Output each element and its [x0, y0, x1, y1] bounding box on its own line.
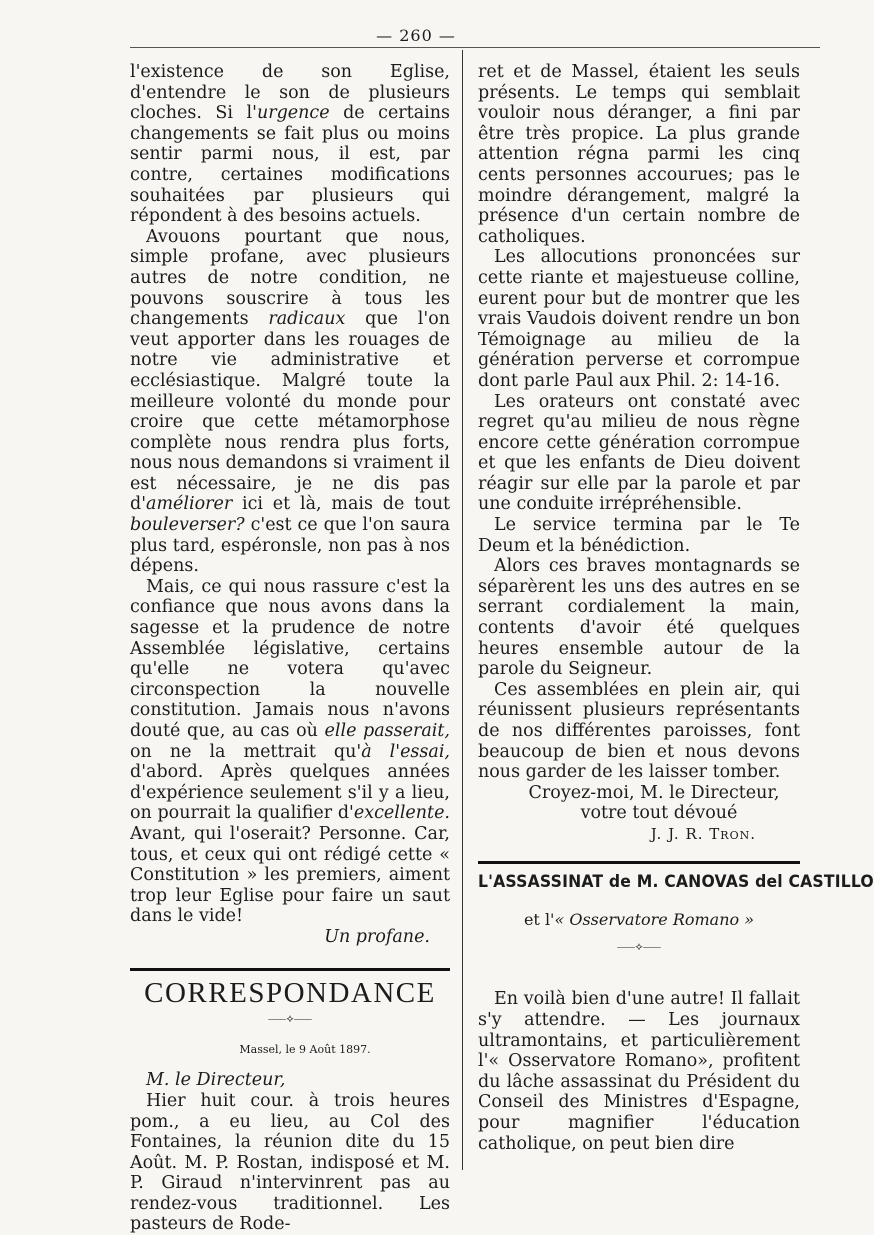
- paragraph: l'existence de son Eglise, d'entendre le son de plusieurs cloches. Si l'urgence de certains changements se fait plus ou moins sentir parmi nous, il est, par contre, certaines modifications souhaitées par plusieurs qui répondent à des besoins actuels.: [130, 62, 450, 227]
- salutation: M. le Directeur,: [146, 1070, 286, 1091]
- left-column: [130, 62, 450, 1235]
- letter-paragraph: Les allocutions prononcées sur cette riante et majestueuse colline, eurent pour but de montrer que les vrais Vaudois doivent rendre un bon Témoignage au milieu de la génération perverse et corrompue dont parle Paul aux Phil. 2: 14-16.: [478, 247, 800, 391]
- letter-paragraph: Ces assemblées en plein air, qui réunissent plusieurs représentants de nos différentes paroisses, font beaucoup de bien et nous devons nous garder de les laisser tomber.: [478, 679, 800, 783]
- letter-paragraph: ret et de Massel, étaient les seuls présents. Le temps qui semblait vouloir nous déranger, a fini par être très propice. La plus grande attention régna parmi les cinq cents personnes accourues; pas le moindre dérangement, malgré la présence d'un certain nombre de catholiques.: [478, 62, 800, 247]
- header-rule: [130, 47, 820, 48]
- signature: Un profane.: [324, 926, 430, 947]
- signer: J. J. R. Tron.: [650, 824, 756, 843]
- page-number: — 260 —: [376, 26, 456, 45]
- section-title: CORRESPONDANCE: [144, 976, 436, 1009]
- letter-paragraph: Le service termina par le Te Deum et la bénédiction.: [478, 515, 800, 556]
- italic-phrase: améliorer: [146, 494, 233, 515]
- article-title: L'ASSASSINAT de M. CANOVAS del CASTILLO: [478, 871, 874, 892]
- italic-phrase: excellente.: [353, 803, 450, 824]
- ornament: ⸺⟡⸺: [267, 1012, 313, 1026]
- article-subtitle: [478, 910, 800, 931]
- section-rule: [130, 968, 450, 971]
- italic-phrase: bouleverser?: [130, 515, 245, 536]
- letter-start: Hier huit cour. à trois heures pom., a eu lieu, au Col des Fontaines, la réunion dite du 15 Août. M. P. Rostan, indisposé et M. P. Giraud n'intervinrent pas au rendez-vous traditionnel. Les pasteurs de Rode-: [130, 1090, 450, 1235]
- dateline: Massel, le 9 Août 1897.: [239, 1042, 371, 1056]
- paragraph: Mais, ce qui nous rassure c'est la confiance que nous avons dans la sagesse et la prudence de notre Assemblée législative, certains qu'elle ne votera qu'avec circonspection la nouvelle constitution. Jamais nous n'avons douté que, au cas où elle passerait, on ne la mettrait qu'à l'essai, d'abord. Après quelques années d'expérience seulement s'il y a lieu, on pourrait la qualifier d'excellente. Avant, qui l'oserait? Personne. Car, tous, et ceux qui ont rédigé cette « Constitution » les premiers, aiment trop leur Eglise pour faire un saut dans le vide!: [130, 576, 450, 927]
- italic-phrase: elle passerait,: [324, 721, 450, 741]
- spacer: [478, 967, 800, 989]
- article-subtitle-italic: « Osservatore Romano »: [554, 910, 755, 930]
- article-subtitle-prefix: et l': [523, 910, 555, 930]
- section-rule: [478, 861, 800, 864]
- article-body: En voilà bien d'une autre! Il fallait s'y attendre. — Les journaux ultramontains, et particulièrement l'« Osservatore Romano», profitent du lâche assassinat du Président du Conseil des Ministres d'Espagne, pour magnifier l'éducation catholique, on peut bien dire: [478, 989, 800, 1154]
- right-column: [478, 62, 874, 1154]
- letter-paragraph: Les orateurs ont constaté avec regret qu'au milieu de nous règne encore cette génération corrompue et que les enfants de Dieu doivent réagir sur elle par la parole et par une conduite irrépréhensible.: [478, 391, 800, 515]
- italic-phrase: à l'essai,: [361, 741, 450, 762]
- closing-line: Croyez-moi, M. le Directeur,: [528, 782, 780, 803]
- paragraph: Avouons pourtant que nous, simple profane, avec plusieurs autres de notre condition, ne pouvons souscrire à tous les changements radicaux que l'on veut apporter dans les rouages de notre vie administrative et ecclésiastique. Malgré toute la meilleure volonté du monde pour croire que cette métamorphose complète nous rendra plus forts, nous nous demandons si vraiment il est nécessaire, je ne dis pas d'améliorer ici et là, mais de tout bouleverser? c'est ce que l'on saura plus tard, espéronsle, non pas à nos dépens.: [130, 226, 450, 577]
- letter-paragraph: Alors ces braves montagnards se séparèrent les uns des autres en se serrant cordialement la main, contents d'avoir été quelques heures ensemble autour de la parole du Seigneur.: [478, 556, 800, 680]
- italic-phrase: radicaux: [268, 309, 346, 330]
- italic-phrase: urgence: [256, 103, 330, 124]
- closing-line: votre tout dévoué: [580, 803, 738, 824]
- column-divider: [462, 50, 463, 1170]
- ornament: ⸺⟡⸺: [616, 939, 662, 953]
